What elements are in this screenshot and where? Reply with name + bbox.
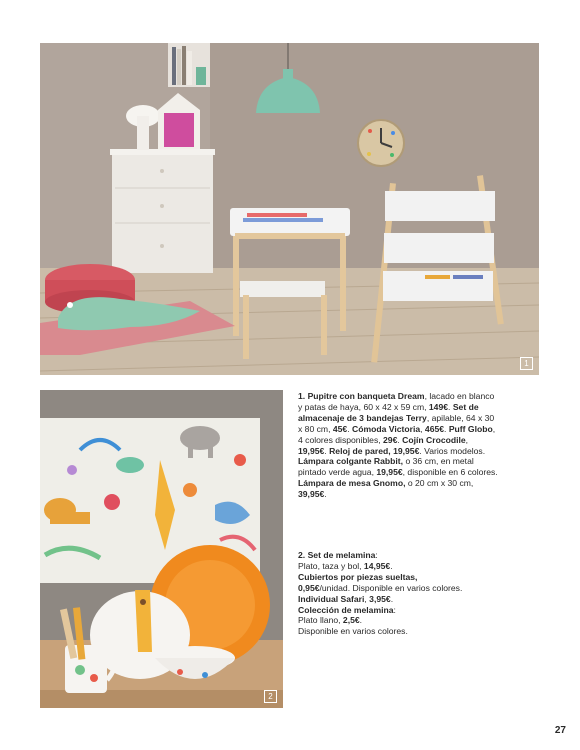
product-desc: o 20 cm x 30 cm, <box>405 478 474 489</box>
punctuation: , <box>364 593 370 604</box>
caption-line <box>298 626 498 637</box>
punctuation: . <box>324 489 327 500</box>
product-price: 2,5€ <box>342 615 360 626</box>
punctuation: . <box>347 423 352 434</box>
product-name: Cómoda Victoria <box>352 423 421 434</box>
product-name: Cojín Crocodile <box>402 434 466 445</box>
punctuation: , <box>420 423 425 434</box>
product-name: Lámpara de mesa Gnomo, <box>298 478 406 489</box>
product-desc: Plato, taza y bol, <box>298 560 364 571</box>
product-price: 19,95€ <box>298 445 325 456</box>
punctuation: . <box>324 445 330 456</box>
punctuation: . <box>390 560 393 571</box>
caption-line <box>298 561 498 572</box>
product-desc: , disponible en 6 colores. <box>402 467 498 478</box>
punctuation: , <box>465 434 469 445</box>
product-name: Puff Globo <box>448 423 493 434</box>
product-desc: Plato llano, <box>298 615 343 626</box>
product-name: Set de almacenaje de 3 bandejas Terry <box>298 401 479 423</box>
caption-line <box>298 583 498 605</box>
page-number: 27 <box>554 725 566 736</box>
kids-room-illustration <box>40 43 539 375</box>
product-desc: , apilable, 64 x 30 x 80 cm, <box>298 412 495 434</box>
product-name: Set de melamina <box>307 550 376 560</box>
punctuation: . <box>444 423 449 434</box>
product-name: Cubiertos por piezas sueltas, <box>298 571 418 582</box>
item-number: 2. <box>298 550 306 560</box>
melamine-illustration <box>40 390 283 708</box>
caption-kids-room <box>298 391 498 500</box>
product-desc: , 4 colores disponibles, <box>298 423 496 445</box>
kids-room-photo <box>40 43 539 375</box>
caption-line <box>298 605 498 616</box>
product-desc: o 36 cm, en metal pintado verde agua, <box>298 456 474 478</box>
product-price: 45€ <box>332 423 348 434</box>
punctuation: . <box>397 434 403 445</box>
caption-line <box>298 572 498 583</box>
product-price: 19,95€ <box>376 467 403 478</box>
product-price: 465€ <box>424 423 445 434</box>
punctuation: . <box>390 593 394 604</box>
product-price: 149€ <box>428 401 449 412</box>
punctuation: . <box>359 615 363 626</box>
product-price: 3,95€ <box>369 593 391 604</box>
product-price: 29€ <box>383 434 398 445</box>
melamine-set-photo <box>40 390 283 708</box>
product-name: Pupitre con banqueta Dream <box>307 391 425 401</box>
product-name: Lámpara colgante Rabbit, <box>298 456 404 467</box>
product-desc: /unidad. Disponible en varios colores. <box>319 582 463 593</box>
caption-melamine <box>298 550 498 637</box>
caption-line <box>298 550 498 561</box>
product-price: 14,95€ <box>363 560 391 571</box>
product-price: 0,95€ <box>298 582 320 593</box>
item-number: 1. <box>298 391 306 401</box>
punctuation: : <box>375 550 378 560</box>
product-price: 39,95€ <box>298 489 325 500</box>
availability-note: Disponible en varios colores. <box>298 626 408 637</box>
photo-number-badge: 1 <box>520 357 533 370</box>
product-name: Colección de melamina <box>298 604 394 615</box>
punctuation: . <box>448 401 451 412</box>
product-name: Individual Safari <box>298 593 365 604</box>
caption-line <box>298 615 498 626</box>
photo-number-badge: 2 <box>264 690 277 703</box>
product-desc: , lacado en blanco y patas de haya, 60 x 42 x 59 cm, <box>298 391 495 412</box>
product-name: Reloj de pared, 19,95€ <box>329 445 420 456</box>
product-desc: . Varios modelos. <box>419 445 486 456</box>
punctuation: : <box>393 604 396 615</box>
